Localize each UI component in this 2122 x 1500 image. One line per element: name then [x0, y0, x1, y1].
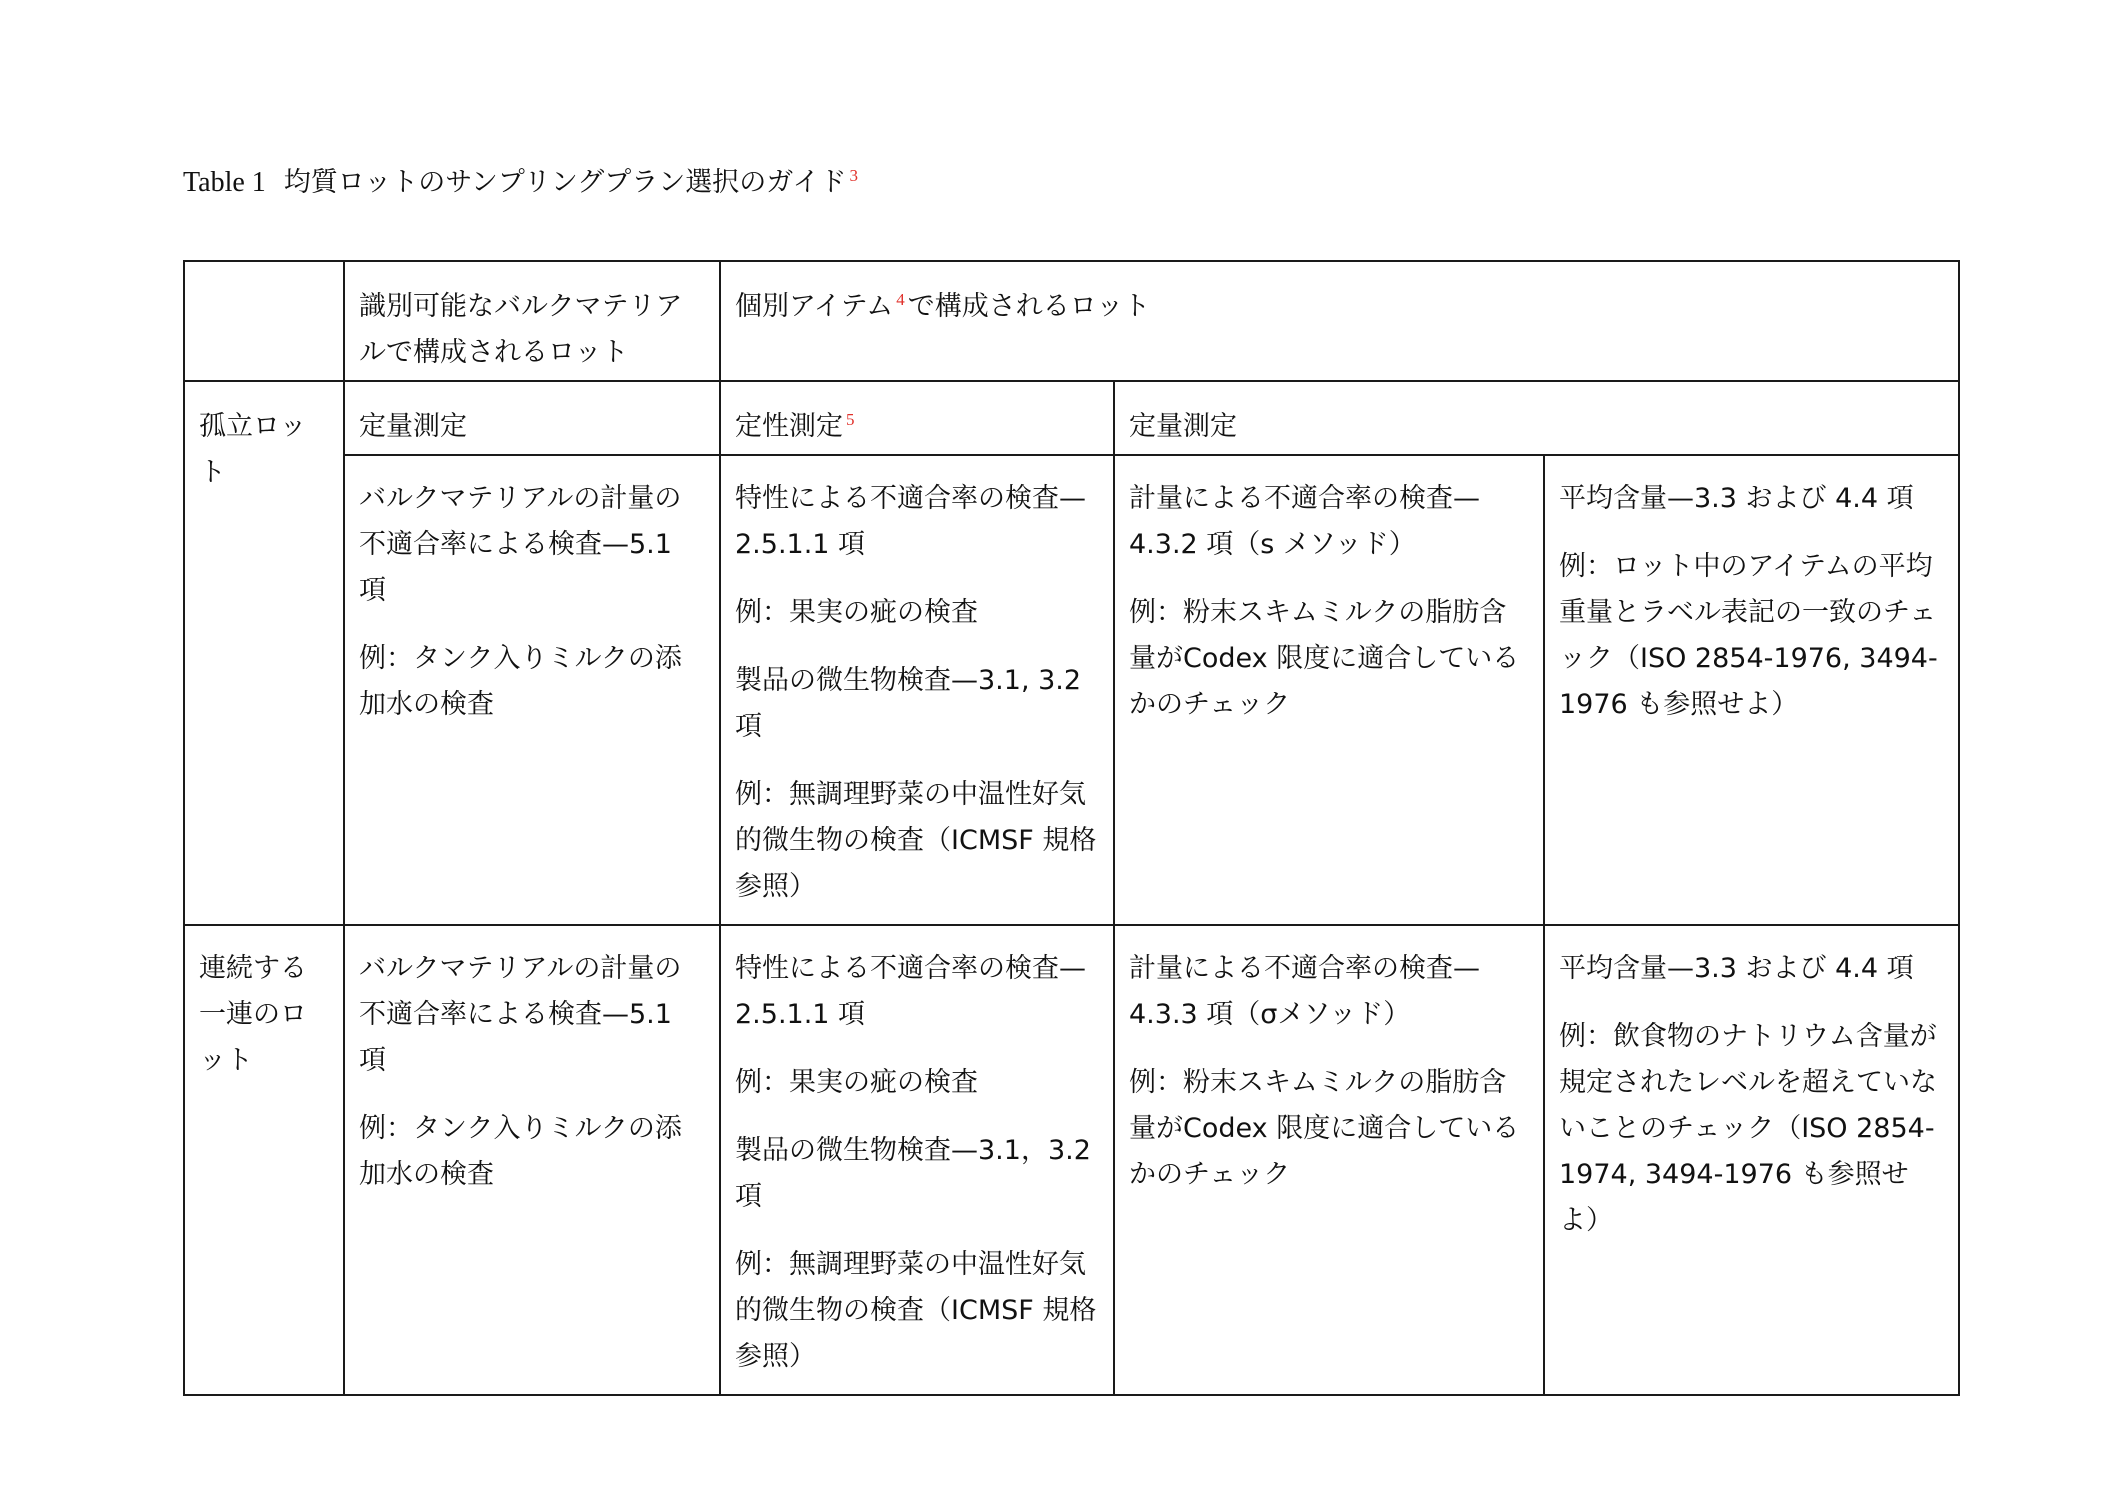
- table-row: [184, 455, 1959, 925]
- cell-text: 例：無調理野菜の中温性好気的微生物の検査（ICMSF 規格参照）: [735, 779, 1097, 902]
- cell-bulk: [344, 455, 720, 925]
- header-row: [184, 261, 1959, 381]
- cell-bulk: [344, 925, 720, 1395]
- table-caption: [183, 166, 861, 200]
- subheader-item-quant: 定量測定: [1114, 381, 1959, 455]
- cell-text: 計量による不適合率の検査—4.3.3 項（σメソッド）: [1129, 953, 1480, 1030]
- cell-average: [1544, 925, 1959, 1395]
- cell-text: 計量による不適合率の検査—4.3.2 項（s メソッド）: [1129, 483, 1480, 560]
- cell-text: 例：ロット中のアイテムの平均重量とラベル表記の一致のチェック（ISO 2854-1976, 3494-1976 も参照せよ）: [1559, 551, 1938, 720]
- cell-text: 特性による不適合率の検査—2.5.1.1 項: [735, 483, 1086, 560]
- cell-text: 例：無調理野菜の中温性好気的微生物の検査（ICMSF 規格参照）: [735, 1249, 1097, 1372]
- footnote-ref: 3: [849, 166, 858, 185]
- cell-text: バルクマテリアルの計量の不適合率による検査—5.1 項: [359, 953, 682, 1076]
- cell-variables: [1114, 455, 1544, 925]
- row-label-consecutive-lots: 連続する一連のロット: [184, 925, 344, 1395]
- row-label-isolated-lot: 孤立ロット: [184, 381, 344, 925]
- subheader-qualitative-text: 定性測定: [735, 411, 843, 442]
- cell-text: 例：粉末スキムミルクの脂肪含量がCodex 限度に適合しているかのチェック: [1129, 1067, 1520, 1190]
- cell-text: 例：粉末スキムミルクの脂肪含量がCodex 限度に適合しているかのチェック: [1129, 597, 1520, 720]
- cell-average: [1544, 455, 1959, 925]
- cell-text: 例：飲食物のナトリウム含量が規定されたレベルを超えていないことのチェック（ISO 2854-1974, 3494-1976 も参照せよ）: [1559, 1021, 1937, 1236]
- cell-text: 例：タンク入りミルクの添加水の検査: [359, 643, 682, 720]
- footnote-ref: 4: [896, 290, 905, 309]
- subheader-qualitative: [720, 381, 1114, 455]
- cell-text: 例：果実の疵の検査: [735, 1067, 978, 1098]
- cell-text: 製品の微生物検査—3.1, 3.2 項: [735, 665, 1082, 742]
- header-item-lots-text: 個別アイテム: [735, 291, 894, 322]
- sampling-plan-table: [183, 260, 1960, 1396]
- cell-text: 製品の微生物検査—3.1，3.2 項: [735, 1135, 1091, 1212]
- cell-text: 特性による不適合率の検査—2.5.1.1 項: [735, 953, 1086, 1030]
- header-item-lots: [720, 261, 1959, 381]
- table-row: [184, 925, 1959, 1395]
- table-label: Table 1: [183, 167, 266, 198]
- cell-text: 平均含量—3.3 および 4.4 項: [1559, 953, 1914, 984]
- corner-cell: [184, 261, 344, 381]
- subheader-bulk-quant: 定量測定: [344, 381, 720, 455]
- cell-text: バルクマテリアルの計量の不適合率による検査—5.1 項: [359, 483, 682, 606]
- header-item-lots-suffix: で構成されるロット: [907, 291, 1151, 322]
- subheader-row: [184, 381, 1959, 455]
- cell-qualitative: [720, 925, 1114, 1395]
- footnote-ref: 5: [846, 410, 855, 429]
- table-title: 均質ロットのサンプリングプラン選択のガイド: [283, 167, 847, 198]
- cell-text: 例：タンク入りミルクの添加水の検査: [359, 1113, 682, 1190]
- header-bulk-lots: 識別可能なバルクマテリアルで構成されるロット: [344, 261, 720, 381]
- cell-text: 平均含量—3.3 および 4.4 項: [1559, 483, 1914, 514]
- cell-text: 例：果実の疵の検査: [735, 597, 978, 628]
- cell-variables: [1114, 925, 1544, 1395]
- cell-qualitative: [720, 455, 1114, 925]
